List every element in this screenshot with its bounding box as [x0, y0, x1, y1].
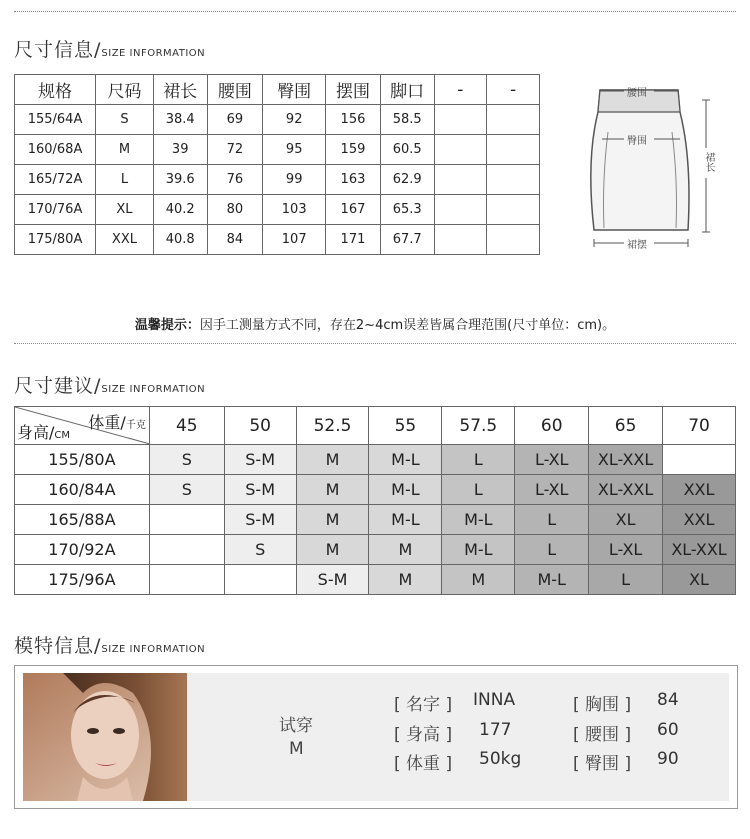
table-row — [15, 105, 540, 135]
size-table-header: 规格 — [15, 75, 96, 105]
size-advice-cell: M-L — [369, 475, 442, 505]
size-table-cell — [434, 195, 487, 225]
table-row — [15, 505, 736, 535]
table-row — [15, 445, 736, 475]
size-table-cell: 60.5 — [380, 135, 434, 165]
size-table-cell: 40.2 — [153, 195, 207, 225]
size-table-cell: XXL — [96, 225, 154, 255]
model-card — [14, 665, 738, 809]
size-advice-cell: S-M — [296, 565, 369, 595]
size-table-cell: 39 — [153, 135, 207, 165]
size-table-header: 摆围 — [326, 75, 381, 105]
size-table-cell: 67.7 — [380, 225, 434, 255]
size-table-cell: 107 — [263, 225, 326, 255]
size-table-header: 裙长 — [153, 75, 207, 105]
corner-cell — [15, 407, 150, 445]
weight-header: 70 — [663, 407, 736, 445]
size-table-cell: 155/64A — [15, 105, 96, 135]
size-advice-cell: S-M — [224, 505, 296, 535]
bust-label: [ 胸围 ] — [573, 695, 632, 715]
size-table-header: - — [487, 75, 540, 105]
size-advice-cell: S — [149, 475, 224, 505]
weight-header: 57.5 — [442, 407, 515, 445]
weight-header: 52.5 — [296, 407, 369, 445]
size-table-header: 臀围 — [263, 75, 326, 105]
diagram-hem-label: 裙摆 — [627, 240, 647, 251]
size-table-cell — [487, 105, 540, 135]
size-advice-cell: M — [369, 535, 442, 565]
name-label: [ 名字 ] — [394, 695, 453, 715]
table-row — [15, 165, 540, 195]
size-advice-cell — [149, 535, 224, 565]
height-header: 155/80A — [15, 445, 150, 475]
table-row — [15, 535, 736, 565]
weight-header: 65 — [589, 407, 663, 445]
size-advice-title: 尺寸建议/SIZE INFORMATION — [14, 375, 206, 397]
size-table-header: - — [434, 75, 487, 105]
size-advice-cell: M-L — [442, 535, 515, 565]
size-table-cell: 171 — [326, 225, 381, 255]
size-table-cell: 165/72A — [15, 165, 96, 195]
size-table-cell: 76 — [207, 165, 263, 195]
weight-header: 50 — [224, 407, 296, 445]
size-advice-cell — [224, 565, 296, 595]
size-table-cell: XL — [96, 195, 154, 225]
weight-header: 45 — [149, 407, 224, 445]
model-height: 177 — [479, 720, 512, 740]
size-advice-cell: M-L — [369, 505, 442, 535]
size-table-cell: 84 — [207, 225, 263, 255]
size-table-cell: 65.3 — [380, 195, 434, 225]
weight-unit: 千克 — [125, 420, 146, 431]
size-table-cell — [487, 165, 540, 195]
size-table-cell — [434, 165, 487, 195]
weight-header: 55 — [369, 407, 442, 445]
size-table-cell: M — [96, 135, 154, 165]
height-header: 160/84A — [15, 475, 150, 505]
size-table-cell — [487, 135, 540, 165]
size-advice-cell: XXL — [663, 475, 736, 505]
size-table-cell: 156 — [326, 105, 381, 135]
size-advice-cell: L-XL — [515, 475, 589, 505]
size-table-cell: S — [96, 105, 154, 135]
height-axis-label: 身高/ — [17, 423, 55, 442]
size-advice-table — [14, 406, 736, 595]
model-photo — [23, 673, 187, 801]
size-table-cell: 40.8 — [153, 225, 207, 255]
size-table-cell — [487, 195, 540, 225]
diagram-length-label: 裙长 — [703, 152, 714, 172]
skirt-diagram — [580, 80, 720, 255]
size-table-cell: 163 — [326, 165, 381, 195]
size-advice-cell: S-M — [224, 445, 296, 475]
size-table-cell: 170/76A — [15, 195, 96, 225]
size-advice-cell: L-XL — [515, 445, 589, 475]
divider — [14, 343, 736, 344]
size-advice-cell: M — [296, 535, 369, 565]
model-waist: 60 — [657, 720, 679, 740]
size-table-cell: 175/80A — [15, 225, 96, 255]
size-table-cell: 69 — [207, 105, 263, 135]
size-table-header: 尺码 — [96, 75, 154, 105]
weight-header: 60 — [515, 407, 589, 445]
size-advice-cell: M-L — [369, 445, 442, 475]
size-advice-cell: M — [296, 475, 369, 505]
model-info-title: 模特信息/SIZE INFORMATION — [14, 635, 206, 657]
model-bust: 84 — [657, 690, 679, 710]
size-table-cell: 99 — [263, 165, 326, 195]
height-unit: CM — [54, 430, 71, 441]
size-advice-cell: M-L — [442, 505, 515, 535]
size-table-cell: 167 — [326, 195, 381, 225]
table-row — [15, 195, 540, 225]
try-label: 试穿 — [279, 716, 313, 736]
table-row — [15, 135, 540, 165]
size-advice-cell: L — [515, 505, 589, 535]
height-header: 170/92A — [15, 535, 150, 565]
size-advice-cell: L — [442, 475, 515, 505]
size-table-cell: L — [96, 165, 154, 195]
size-table-cell: 72 — [207, 135, 263, 165]
size-table-cell: 39.6 — [153, 165, 207, 195]
size-advice-cell: M-L — [515, 565, 589, 595]
size-advice-cell: M — [296, 505, 369, 535]
table-row — [15, 475, 736, 505]
diagram-hip-label: 臀围 — [627, 136, 647, 147]
size-advice-cell: S-M — [224, 475, 296, 505]
model-weight: 50kg — [479, 749, 522, 769]
height-header: 175/96A — [15, 565, 150, 595]
size-advice-cell: M — [369, 565, 442, 595]
size-advice-cell: L-XL — [589, 535, 663, 565]
size-advice-cell: L — [589, 565, 663, 595]
model-name: INNA — [473, 690, 516, 710]
try-size: M — [289, 739, 304, 759]
size-table-cell: 159 — [326, 135, 381, 165]
size-table-cell — [434, 105, 487, 135]
size-advice-cell: S — [149, 445, 224, 475]
size-advice-cell: S — [224, 535, 296, 565]
size-table-cell — [487, 225, 540, 255]
size-table — [14, 74, 540, 255]
divider — [14, 11, 736, 12]
size-table-cell: 103 — [263, 195, 326, 225]
size-advice-cell: M — [296, 445, 369, 475]
size-advice-cell: L — [442, 445, 515, 475]
table-row — [15, 225, 540, 255]
size-table-cell: 58.5 — [380, 105, 434, 135]
size-advice-cell: L — [515, 535, 589, 565]
hip-label: [ 臀围 ] — [573, 754, 632, 774]
size-table-cell — [434, 135, 487, 165]
size-table-cell: 92 — [263, 105, 326, 135]
size-advice-cell: XL-XXL — [589, 475, 663, 505]
table-row — [15, 565, 736, 595]
size-advice-cell: XL — [663, 565, 736, 595]
size-advice-cell: M — [442, 565, 515, 595]
size-table-cell: 160/68A — [15, 135, 96, 165]
size-table-cell — [434, 225, 487, 255]
model-hip: 90 — [657, 749, 679, 769]
size-table-cell: 95 — [263, 135, 326, 165]
height-label: [ 身高 ] — [394, 725, 453, 745]
diagram-waist-label: 腰围 — [627, 88, 647, 99]
size-table-header: 脚口 — [380, 75, 434, 105]
size-advice-cell — [149, 505, 224, 535]
size-info-title: 尺寸信息/SIZE INFORMATION — [14, 39, 206, 61]
size-table-cell: 38.4 — [153, 105, 207, 135]
size-advice-cell: XXL — [663, 505, 736, 535]
size-table-cell: 62.9 — [380, 165, 434, 195]
size-advice-cell: XL-XXL — [589, 445, 663, 475]
size-advice-cell — [663, 445, 736, 475]
size-table-header: 腰围 — [207, 75, 263, 105]
size-advice-cell — [149, 565, 224, 595]
waist-label: [ 腰围 ] — [573, 725, 632, 745]
weight-label: [ 体重 ] — [394, 754, 453, 774]
size-advice-cell: XL — [589, 505, 663, 535]
size-table-cell: 80 — [207, 195, 263, 225]
height-header: 165/88A — [15, 505, 150, 535]
measurement-note: 温馨提示：因手工测量方式不同，存在2~4cm误差皆属合理范围(尺寸单位：cm)。 — [134, 318, 616, 333]
size-advice-cell: XL-XXL — [663, 535, 736, 565]
weight-axis-label: 体重/ — [88, 413, 126, 432]
